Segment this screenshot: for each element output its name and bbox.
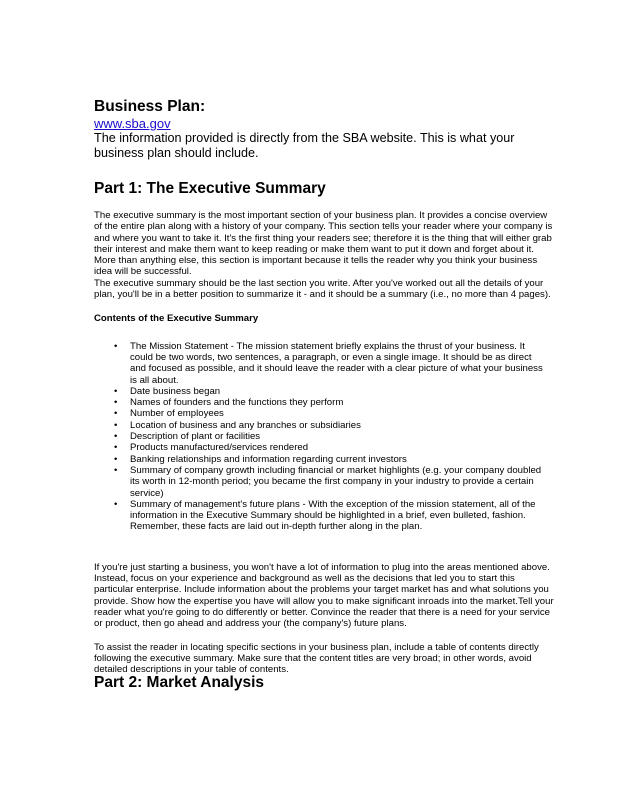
- bullet-icon: •: [114, 464, 118, 476]
- exec-summary-paragraph-1: The executive summary is the most important section of your business plan. It provides a concise overview of the entire plan along with a history of your company. This section tells your reader where your company is and where you want to take it. It's the first thing your readers see; therefore it is the thing that will either grab their interest and make them want to keep reading or make them want to put it down and forget about it. More than anything else, this section is important because it tells the reader why you think your business idea will be successful.: [94, 210, 553, 278]
- list-item: [94, 499, 550, 533]
- starting-business-paragraph: If you're just starting a business, you won't have a lot of information to plug into the areas mentioned above. Instead, focus on your experience and background as well as the decisions that led you to start this particular enterprise. Include information about the problems your target market has and what solutions you provide. Show how the expertise you have will allow you to make significant inroads into the market.Tell your reader what you're going to do differently or better. Convince the reader that there is a need for your service or product, then go ahead and address your (the company's) future plans.: [94, 561, 554, 630]
- exec-summary-paragraph-2: The executive summary should be the last section you write. After you've worked out all the details of your plan, you'll be in a better position to summarize it - and it should be a summary (i.e., no more than 4 pages).: [94, 277, 551, 301]
- bullet-icon: •: [114, 442, 118, 454]
- list-item-text: The Mission Statement - The mission statement briefly explains the thrust of your business. It could be two words, two sentences, a paragraph, or even a single image. It should be as direct and focused as possible, and it should leave the reader with a clear picture of what your business is all about.: [130, 340, 543, 386]
- bullet-icon: •: [114, 340, 118, 352]
- contents-list: [94, 341, 550, 533]
- part2-heading: Part 2: Market Analysis: [94, 674, 265, 691]
- document-page: [94, 98, 554, 691]
- bullet-icon: •: [114, 453, 118, 465]
- list-item: [94, 454, 550, 465]
- list-item-text: Names of founders and the functions they perform: [130, 397, 344, 409]
- list-item-text: Location of business and any branches or subsidiaries: [130, 419, 361, 431]
- list-item: [94, 408, 550, 419]
- list-item-text: Summary of company growth including financial or market highlights (e.g. your company doubled its worth in 12-month period; you became the first company in your industry to provide a certain service): [130, 464, 542, 499]
- document-title: Business Plan:: [94, 98, 206, 115]
- bullet-icon: •: [114, 419, 118, 431]
- table-of-contents-paragraph: To assist the reader in locating specific sections in your business plan, include a table of contents directly following the executive summary. Make sure that the content titles are very broad; in other words, avoid detailed descriptions in your table of contents.: [94, 641, 539, 676]
- list-item: [94, 442, 550, 453]
- list-item-text: Date business began: [130, 385, 221, 397]
- list-item: [94, 420, 550, 431]
- intro-paragraph: The information provided is directly from the SBA website. This is what your business plan should include.: [94, 131, 515, 160]
- list-item: [94, 465, 550, 499]
- list-item-text: Number of employees: [130, 408, 224, 420]
- bullet-icon: •: [114, 385, 118, 397]
- list-item-text: Description of plant or facilities: [130, 431, 261, 443]
- part1-heading: Part 1: The Executive Summary: [94, 180, 326, 197]
- list-item: [94, 397, 550, 408]
- list-item-text: Banking relationships and information regarding current investors: [130, 453, 407, 465]
- bullet-icon: •: [114, 408, 118, 420]
- bullet-icon: •: [114, 397, 118, 409]
- list-item-text: Products manufactured/services rendered: [130, 442, 309, 454]
- list-item: [94, 341, 550, 386]
- bullet-icon: •: [114, 498, 118, 510]
- list-item-text: Summary of management's future plans - With the exception of the mission statement, all of the information in the Executive Summary should be highlighted in a brief, even bulleted, fashion. Remember, these facts are laid out in-depth further along in the plan.: [130, 498, 536, 533]
- bullet-icon: •: [114, 431, 118, 443]
- sba-link[interactable]: www.sba.gov: [94, 116, 171, 131]
- list-item: [94, 431, 550, 442]
- contents-heading: Contents of the Executive Summary: [94, 313, 259, 325]
- list-item: [94, 386, 550, 397]
